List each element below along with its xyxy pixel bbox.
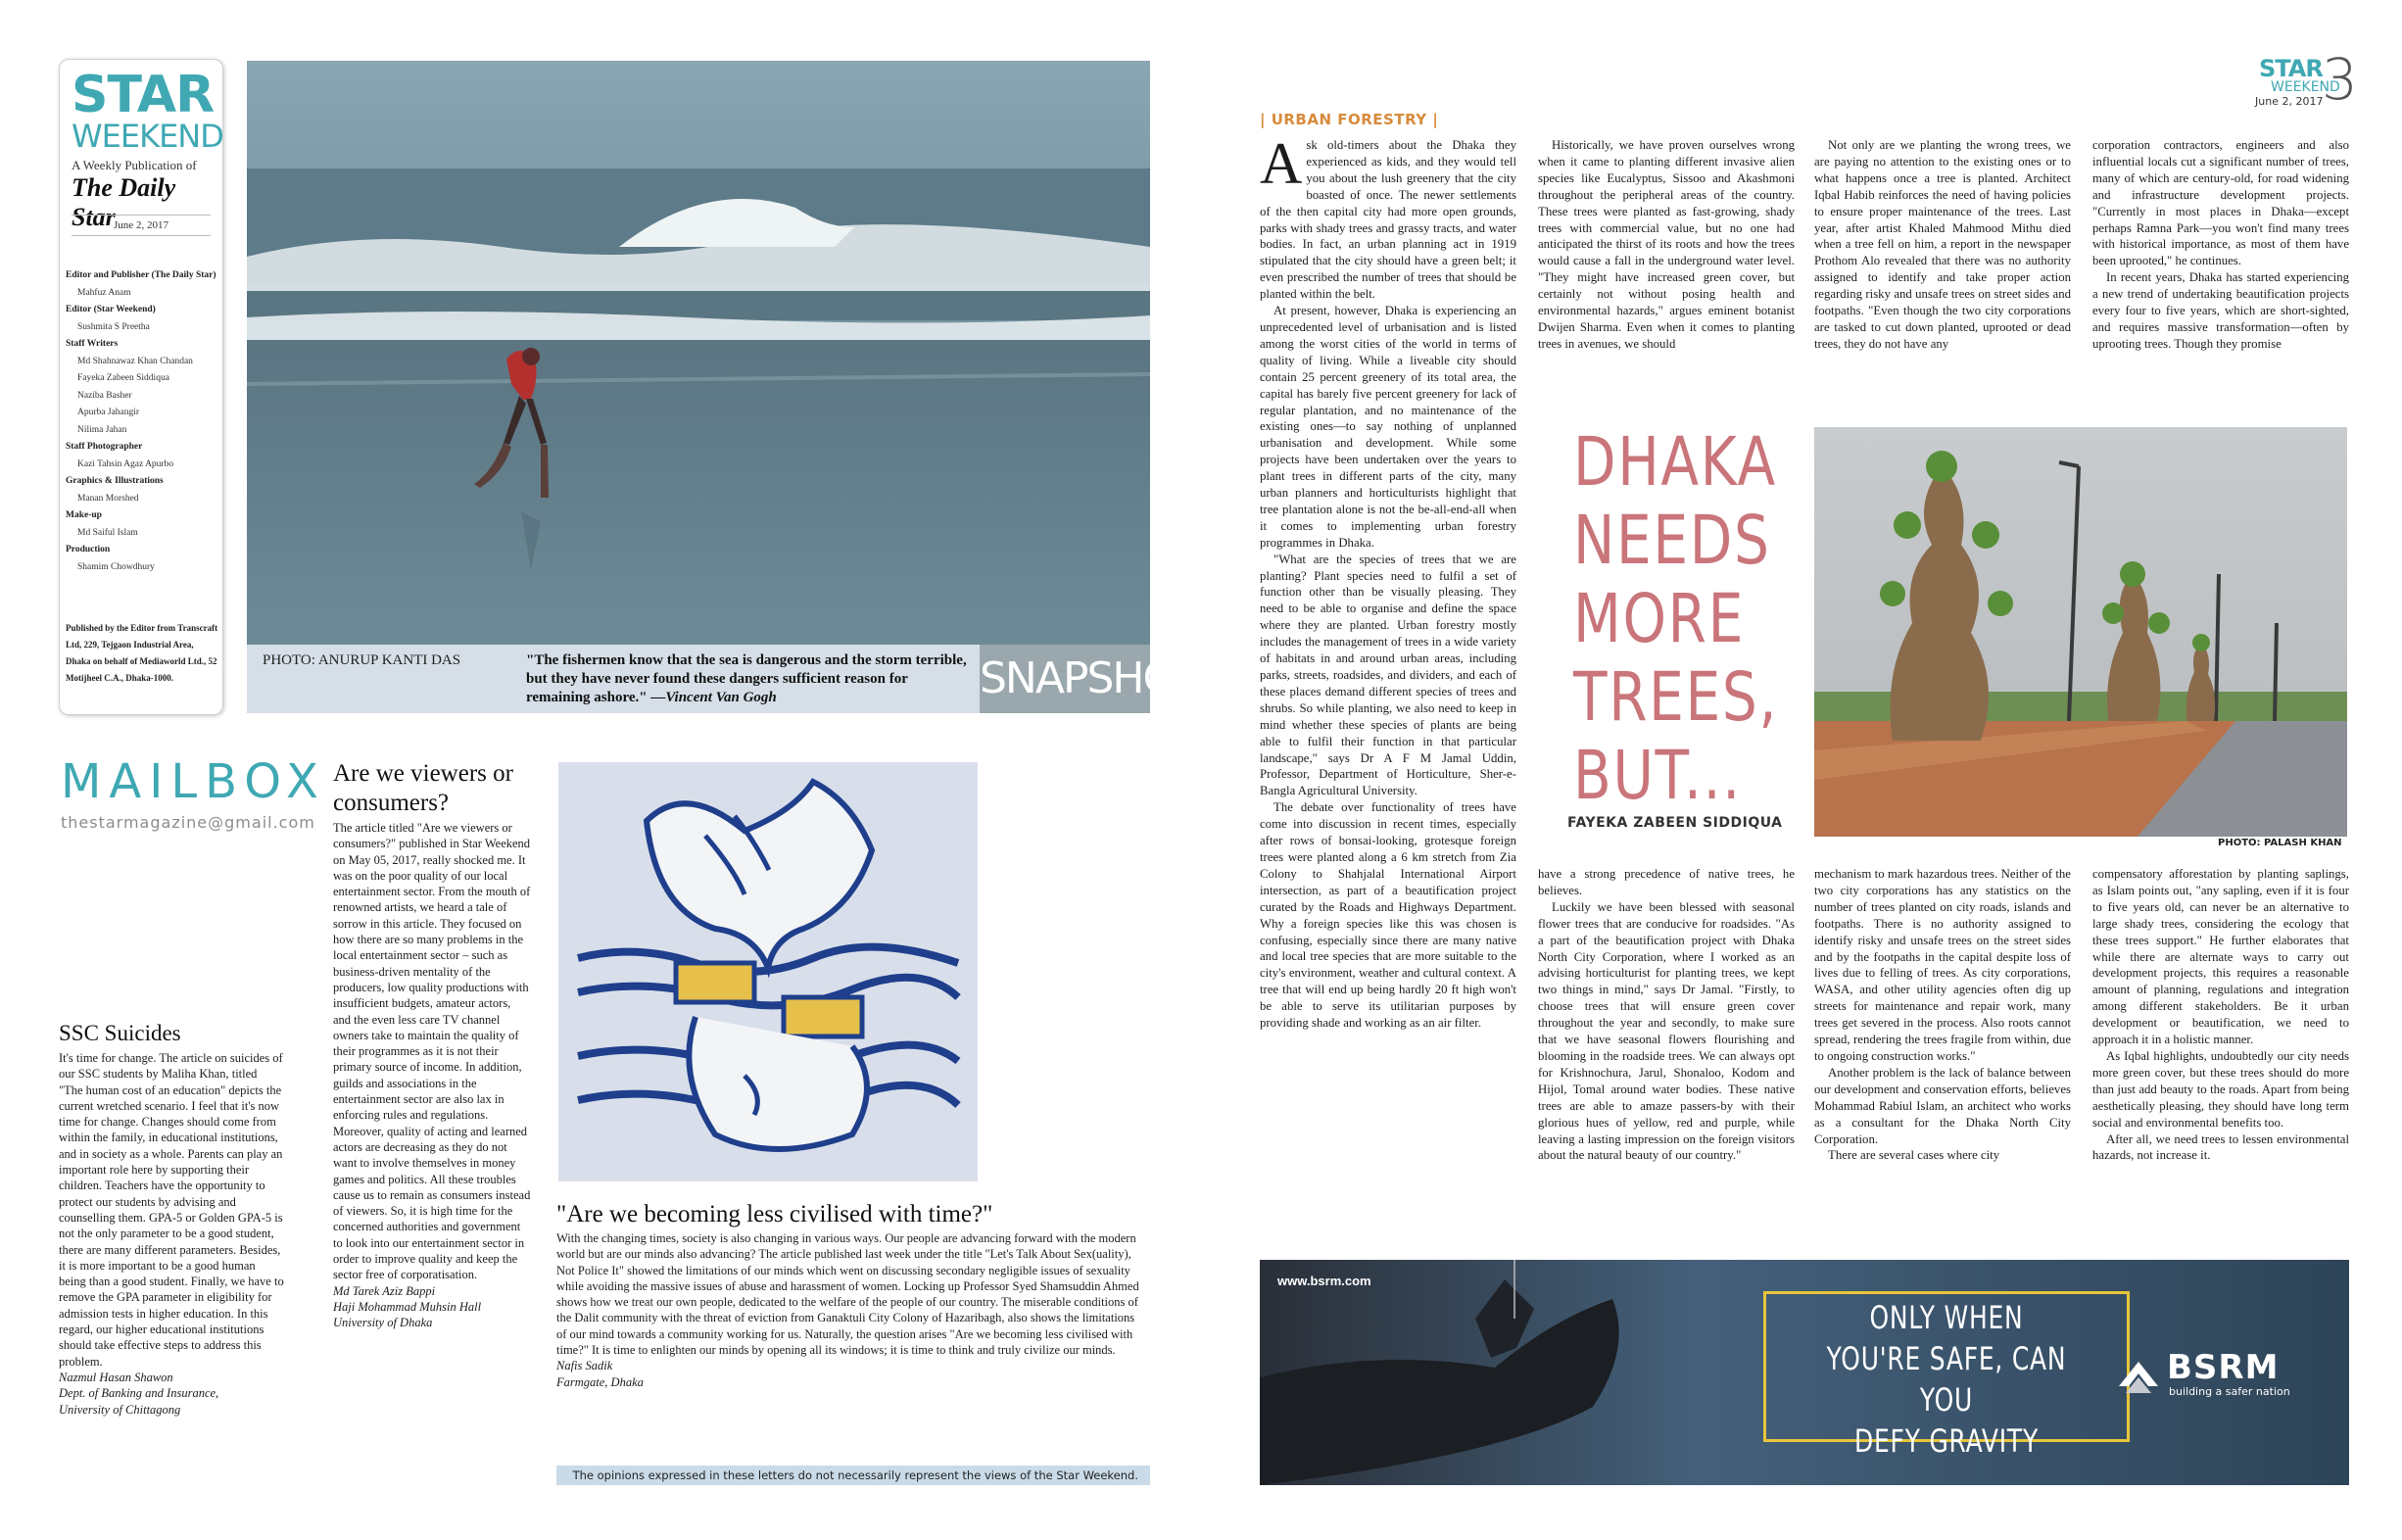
mailbox-title: MAILBOX (61, 754, 326, 809)
credit-name: Kazi Tahsin Agaz Apurbo (77, 458, 174, 469)
letter-2-signature-univ: University of Dhaka (333, 1316, 433, 1330)
ad-url[interactable]: www.bsrm.com (1277, 1274, 1371, 1288)
article-paragraph: Another problem is the lack of balance between our development and conservation efforts, believes Mohammad Rabiul Islam, an architect who works as a consultant for the Dhaka North City Corporation. (1814, 1065, 2071, 1146)
article-headline (1573, 423, 1790, 815)
ad-slogan-line: YOU'RE SAFE, CAN YOU (1826, 1340, 2067, 1419)
letter-2-title: Are we viewers or consumers? (333, 760, 513, 816)
letter-1-signature-name: Nazmul Hasan Shawon (59, 1370, 173, 1384)
article-column-4-top (2092, 137, 2349, 353)
page-header-date: June 2, 2017 (2255, 95, 2324, 108)
credit-role: Editor and Publisher (The Daily Star) (66, 270, 216, 280)
credit-name: Manan Morshed (77, 493, 139, 504)
letter-2-signature-hall: Haji Mohammad Muhsin Hall (333, 1299, 482, 1314)
credit-role: Graphics & Illustrations (66, 476, 164, 486)
article-paragraph: Not only are we planting the wrong trees, we are paying no attention to the existing ones or to what happens once a tree is planted. Architect Iqbal Habib reinforces the need of having policies to ensure proper maintenance of the trees. Last year, after artist Khaled Mahmood Mithu died when a tree fell on him, a report in the newspaper Prothom Alo revealed that there was no authority assigned to identify and take proper action regarding risky and unsafe trees on street sides and footpaths. "Even though the two city corporations are tasked to cut down planted, uprooted or dead trees, they do not have any (1814, 138, 2071, 351)
mailbox-email: thestarmagazine@gmail.com (61, 813, 315, 832)
article-paragraph: corporation contractors, engineers and also influential locals cut a significant number of trees, many of which are century-old, for road widening and infrastructure development projects. "Currently in most places in Dhaka—except perhaps Ramna Park—you won't find many trees with historical importance, as most of them have been uprooted," he continues. (2092, 138, 2349, 268)
credit-name: Fayeka Zabeen Siddiqua (77, 373, 169, 383)
headline-line: TREES, (1573, 658, 1779, 737)
tree-photo (1814, 427, 2347, 837)
letter-3-signature-name: Nafis Sadik (556, 1359, 613, 1373)
credit-role: Editor (Star Weekend) (66, 305, 156, 314)
headline-line: BUT... (1573, 737, 1742, 815)
article-paragraph: The debate over functionality of trees have come into discussion in recent times, especially after rows of bonsai-looking, grotesque foreign trees were planted along a 6 km stretch from Zia Colony to Shahjalal International Airport intersection, as part of a beautification project curated by the Roads and Highways Department. Why a foreign species like this was chosen is confusing, especially since there are many native and local tree species that are more suitable to the city's environment, weather and cultural context. A tree that will end up being hardly 20 ft high won't be able to serve its utilitarian purposes by providing shade and working as an air filter. (1260, 800, 1516, 1031)
letter-3-body: With the changing times, society is also changing in various ways. Our people are advancing forward with the modern world but are our minds also advancing? The article published last week under the title "Let's Talk About Sex(uality), Not Police It" showed the limitations of our minds which went on discussing secondary negligible issues of sexuality while avoiding the massive issues of abuse and harassment of women. Locking up Professor Syed Shamsuddin Ahmed shows how we treat our own people, dedicated to the welfare of the people of our country. The miserable conditions of the Dalit community with the threat of eviction from Ganaktuli City Colony of Hazaribagh, also shows the limitations of our mind towards a community working for us. Naturally, the question arises "Are we becoming less civilised with time?" It is time to enlighten our minds by opening all its windows; it is time to think and truly civilize our minds. (556, 1231, 1139, 1358)
article-column-2-bottom (1538, 866, 1795, 1164)
publisher-note: Published by the Editor from Transcraft Ltd, 229, Tejgaon Industrial Area, Dhaka on behalf of Mediaworld Ltd., 52 Motijheel C.A., Dhaka-1000. (66, 623, 218, 683)
credit-name: Md Saiful Islam (77, 527, 138, 538)
letter-1-signature-dept: Dept. of Banking and Insurance, (59, 1386, 219, 1401)
headline-line: MORE (1573, 580, 1745, 658)
bsrm-logo-icon (2114, 1352, 2163, 1401)
ad-slogan (1805, 1297, 2087, 1462)
letter-1-title: SSC Suicides (59, 1021, 181, 1045)
article-paragraph: In recent years, Dhaka has started experiencing a new trend of undertaking beautification projects every four to five years, which are short-sighted, and requires massive transformation—often by uprooting trees. Though they promise (2092, 270, 2349, 351)
letter-3 (556, 1230, 1144, 1390)
letter-1-signature-univ: University of Chittagong (59, 1402, 181, 1417)
daily-star-logo: The Daily Star (72, 173, 176, 231)
page-header-star: STAR (2259, 55, 2323, 82)
credit-name: Nilima Jahan (77, 424, 127, 435)
article-paragraph: Ask old-timers about the Dhaka they experienced as kids, and they would tell you about the lush greenery that the city boasted of once. The newer settlements of the then capital city had more open grounds, parks with shady trees and grassy tracts, and water bodies. In fact, an urban planning act in 1919 stipulated that the city should have a green belt; it even prescribed the number of trees that should be planted within the belt. (1260, 131, 1516, 302)
bonsai-trees-image (1814, 427, 2347, 837)
snapshot-label: SNAPSHOT (980, 645, 1150, 713)
page-number: 3 (2322, 46, 2358, 113)
snapshot-quote-text: "The fishermen know that the sea is dangerous and the storm terrible, but they have never found these dangers sufficient reason for remaining ashore." (526, 652, 967, 705)
letter-1 (59, 1050, 284, 1418)
letter-2 (333, 820, 531, 1331)
page-header-weekend: WEEKEND (2271, 79, 2340, 95)
ad-slogan-line: ONLY WHEN (1869, 1299, 2024, 1336)
snapshot-quote-author: —Vincent Van Gogh (650, 690, 777, 705)
article-paragraph: mechanism to mark hazardous trees. Neither of the two city corporations has any statistics on the number of trees planted on city roads, islands and footpaths. There is no authority assigned to identify risky and unsafe trees on the street sides and by the footpaths in the capital despite loss of lives due to felling of trees. As city corporations, WASA, and other utility agencies often dig up streets for maintenance and repair work, many trees get severed in the process. Also roots cannot spread, rendering the trees fragile from within, due to ongoing construction works." (1814, 867, 2071, 1063)
article-paragraph: After all, we need trees to lessen environmental hazards, not increase it. (2092, 1131, 2349, 1163)
headline-line: DHAKA (1573, 423, 1777, 502)
ad-slogan-line: DEFY GRAVITY (1854, 1422, 2039, 1460)
article-paragraph: Luckily we have been blessed with seasonal flower trees that are conducive for roadsides. "As a part of the beautification project with Dhaka North City Corporation, where I worked as an advising horticulturist for planting trees, we kept two things in mind," says Dr Jamal. "Firstly, to choose trees that will ensure green cover throughout the year and secondly, to make sure that we have seasonal flowers flourishing and blooming in the roadside trees. We can always opt for Krishnochura, Jarul, Shonaloo, Kodom and Hijol, Tomal around water bodies. These native trees are able to amaze passers-by with their glorious hues of yellow, red and purple, while leaving a lasting impression on the foreign visitors about the natural beauty of our country." (1538, 899, 1795, 1163)
snapshot-photo-credit: PHOTO: ANURUP KANTI DAS (263, 652, 461, 668)
article-paragraph: have a strong precedence of native trees, he believes. (1538, 867, 1795, 897)
credit-name: Shamim Chowdhury (77, 561, 155, 572)
staff-credits (66, 267, 220, 576)
letter-2-signature-name: Md Tarek Aziz Bappi (333, 1283, 436, 1298)
letter-1-body: It's time for change. The article on suicides of our SSC students by Maliha Khan, titled "The human cost of an education" depicts the current wretched scenario. I feel that it's now time for change. Changes should come from within the family, in educational institutions, and in society as a whole. Parents can play an important role here by supporting their children. Teachers have the opportunity to protect our students by advising and counselling them. GPA-5 or Golden GPA-5 is not the only parameter to be a good student, there are many different parameters. Besides, it is more important to be a good human being than a good student. Finally, we have to remove the GPA parameter in eligibility for admission tests in higher education. In this regard, our higher educational institutions should take effective steps to address this problem. (59, 1051, 284, 1369)
letter-3-signature-place: Farmgate, Dhaka (556, 1374, 644, 1389)
ad-tagline: building a safer nation (2169, 1385, 2290, 1398)
article-column-3-top (1814, 137, 2071, 353)
credit-name: Sushmita S Preetha (77, 321, 150, 332)
article-column-1 (1260, 131, 1516, 1032)
credit-name: Naziba Basher (77, 390, 132, 401)
article-column-3-bottom (1814, 866, 2071, 1164)
credit-name: Mahfuz Anam (77, 287, 131, 298)
beach-runner-image (247, 61, 1150, 712)
ad-brand: BSRM (2167, 1348, 2280, 1387)
article-paragraph: There are several cases where city (1828, 1148, 2000, 1163)
credit-role: Production (66, 545, 111, 554)
section-tag: | URBAN FORESTRY | (1260, 111, 1439, 128)
article-paragraph: compensatory afforestation by planting saplings, as Islam points out, "any sapling, even if it is four to five years old, can never be an alternative to large shady trees, considering the ecology that these trees support." He further elaborates that while there are alternate ways to carry out development projects, this requires a reasonable amount of planning, regulations and integration among different stakeholders. Be it urban development or beautification, we need to approach it in a holistic manner. (2092, 867, 2349, 1047)
credit-name: Md Shahnawaz Khan Chandan (77, 356, 193, 366)
masthead-weekend: WEEKEND (72, 118, 223, 155)
masthead-date: June 2, 2017 (72, 215, 211, 236)
credit-role: Staff Writers (66, 339, 119, 349)
illustration-painting (558, 762, 978, 1181)
masthead-publication: A Weekly Publication of (72, 158, 197, 172)
article-paragraph: Historically, we have proven ourselves wrong when it came to planting different invasive alien species like Eucalyptus, Sissoo and Akashmoni throughout the peripheral areas of the country. These trees were planted as fast-growing, shady trees with commercial value, but no one had anticipated the thirst of its roots and how the trees would cause a fall in the underground water level. "They might have increased green cover, but certainly not without posing health and environmental hazards," argues eminent botanist Dwijen Sharma. Even when it comes to planting trees in avenues, we should (1538, 138, 1795, 351)
masthead-box (59, 59, 223, 715)
mailbox-disclaimer-text: The opinions expressed in these letters do not necessarily represent the views of the Star Weekend. (572, 1468, 1138, 1482)
article-byline: FAYEKA ZABEEN SIDDIQUA (1567, 815, 1783, 831)
credit-role: Make-up (66, 510, 102, 520)
article-column-4-bottom (2092, 866, 2349, 1164)
article-paragraph: As Iqbal highlights, undoubtedly our city needs more green cover, but these trees should do more than just add beauty to the roads. Apart from being aesthetically pleasing, they should have long term social and environmental benefits too. (2092, 1048, 2349, 1130)
article-paragraph: "What are the species of trees that we are planting? Plant species need to fulfil a set of function other than be visually pleasing. They need to be able to organise and define the space where they are planted. Urban forestry mostly includes the management of trees in a wide variety of habitats in and around urban areas, including parks, streets, roadsides, and dividers, and each of these places demand different species of trees and shrubs. So while planting, we also need to keep in mind whether these species of plants are being able to fulfil their function in that particular landscape," says Dr A F M Jamal Uddin, Professor, Department of Horticulture, Sher-e-Bangla Agricultural University. (1260, 552, 1516, 798)
letter-2-body: The article titled "Are we viewers or consumers?" published in Star Weekend on May 05, 2017, really shocked me. It was on the poor quality of our local entertainment sector. From the mouth of renowned artists, we heard a tale of sorrow in this article. They focused on how there are so many problems in the local entertainment sector – such as business-driven mentality of the producers, low quality productions with insufficient budgets, amateur actors, and the even less care TV channel owners take to maintain the quality of their programmes as it is not their primary source of income. In addition, guilds and associations in the entertainment sector are also lax in enforcing rules and regulations. Moreover, quality of acting and learned actors are decreasing as they do not want to involve themselves in money games and politics. All these troubles cause us to remain as consumers instead of viewers. So, it is high time for the concerned authorities and government to look into our entertainment sector in order to improve quality and keep the sector free of corporatisation. (333, 821, 531, 1282)
letter-3-title: "Are we becoming less civilised with time?" (556, 1201, 993, 1227)
article-paragraph: At present, however, Dhaka is experiencing an unprecedented level of urbanisation and is listed among the worst cities of the world in terms of quality of living. While a liveable city should contain 25 percent greenery of its total area, the capital has barely five percent greenery for lack of regular plantation, and no maintenance of the existing ones—to say nothing of unplanned urbanisation and development. While some projects have been undertaken over the years to plant trees in different parts of the city, many urban planners and horticulturists highlight that tree plantation alone is not the be-all-end-all when it comes to implementing urban forestry programmes in Dhaka. (1260, 304, 1516, 550)
mailbox-disclaimer (556, 1466, 1150, 1485)
snapshot-quote (526, 651, 972, 707)
drop-cap: A (1260, 131, 1303, 196)
figure-illustration (558, 762, 978, 1181)
masthead-star: STAR (72, 66, 215, 124)
tree-photo-credit: PHOTO: PALASH KHAN (2218, 838, 2342, 848)
snapshot-photo (247, 61, 1150, 712)
credit-name: Apurba Jahangir (77, 408, 140, 417)
article-column-2-top (1538, 137, 1795, 353)
credit-role: Staff Photographer (66, 442, 143, 452)
headline-line: NEEDS (1573, 502, 1771, 580)
